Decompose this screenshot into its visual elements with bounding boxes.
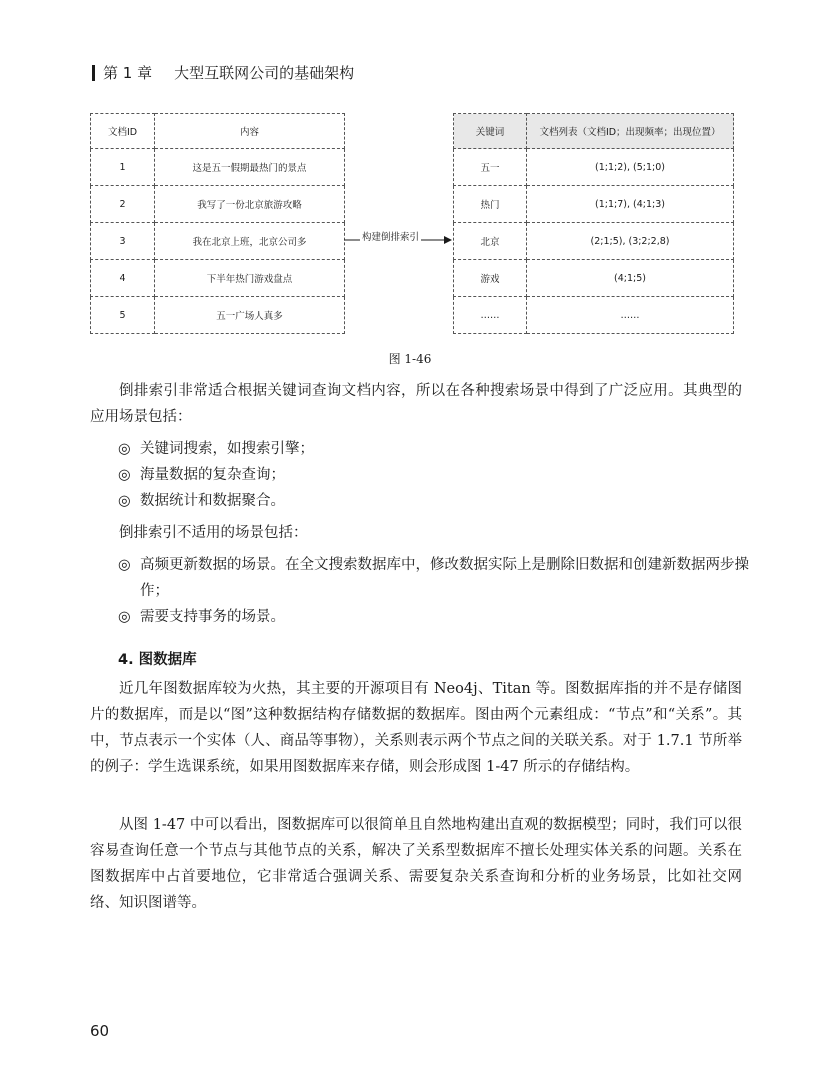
postings-cell: (1;1;2), (5;1;0): [527, 149, 734, 186]
build-index-arrow: [344, 232, 453, 248]
list-item: [118, 604, 764, 630]
list-item: [118, 436, 764, 462]
keyword-cell: 五一: [454, 149, 527, 186]
doc-content-cell: 这是五一假期最热门的景点: [155, 149, 345, 186]
figure-caption: 图 1-46: [388, 352, 432, 366]
table-header-row: [454, 114, 734, 149]
list-item: [118, 552, 764, 604]
table-row: [91, 223, 345, 260]
table-row: [91, 186, 345, 223]
list-item-text: 需要支持事务的场景。: [140, 609, 285, 625]
list-item: [118, 462, 764, 488]
doc-content-cell: 我写了一份北京旅游攻略: [155, 186, 345, 223]
doc-id-cell: 1: [91, 149, 155, 186]
doc-content-cell: 我在北京上班，北京公司多: [155, 223, 345, 260]
bullet-icon: ◎: [118, 557, 131, 573]
list-item-text: 关键词搜索，如搜索引擎；: [140, 441, 314, 457]
paragraph: 倒排索引非常适合根据关键词查询文档内容，所以在各种搜索场景中得到了广泛应用。其典型的应用场景包括：: [90, 383, 742, 425]
table-row: [454, 260, 734, 297]
column-header: 关键词: [454, 114, 527, 149]
section-heading: 4. 图数据库: [118, 652, 197, 668]
table-header-row: [91, 114, 345, 149]
table-row: [91, 149, 345, 186]
paragraph: 倒排索引不适用的场景包括：: [119, 525, 308, 541]
doc-id-cell: 5: [91, 297, 155, 334]
arrow-label: 构建倒排索引: [362, 232, 420, 243]
keyword-cell: 北京: [454, 223, 527, 260]
bullet-icon: ◎: [118, 609, 131, 625]
table-row: [454, 297, 734, 334]
doc-id-cell: 3: [91, 223, 155, 260]
paragraph: 从图 1-47 中可以看出，图数据库可以很简单且自然地构建出直观的数据模型；同时，我们可以很容易查询任意一个节点与其他节点的关系，解决了关系型数据库不擅长处理实体关系的问题。关系在图数据库中占首要地位，它非常适合强调关系、需要复杂关系查询和分析的业务场景，比如社交网络、知识图谱等。: [90, 817, 742, 911]
bullet-icon: ◎: [118, 467, 131, 483]
column-header: 文档列表（文档ID；出现频率；出现位置）: [527, 114, 734, 149]
keyword-cell: 游戏: [454, 260, 527, 297]
list-item: [118, 488, 764, 514]
doc-content-cell: 下半年热门游戏盘点: [155, 260, 345, 297]
chapter-number: 第 1 章: [103, 64, 153, 82]
postings-cell: (4;1;5): [527, 260, 734, 297]
list-item-text: 海量数据的复杂查询；: [140, 467, 285, 483]
postings-cell: ……: [527, 297, 734, 334]
keyword-cell: ……: [454, 297, 527, 334]
keyword-cell: 热门: [454, 186, 527, 223]
chapter-title: 大型互联网公司的基础架构: [174, 64, 355, 82]
column-header: 内容: [155, 114, 345, 149]
postings-cell: (1;1;7), (4;1;3): [527, 186, 734, 223]
table-row: [91, 297, 345, 334]
bullet-icon: ◎: [118, 441, 131, 457]
list-item-text: 数据统计和数据聚合。: [140, 493, 285, 509]
doc-id-cell: 2: [91, 186, 155, 223]
running-header: [92, 62, 354, 83]
doc-id-cell: 4: [91, 260, 155, 297]
table-row: [454, 149, 734, 186]
bullet-icon: ◎: [118, 493, 131, 509]
header-bar: [92, 65, 95, 81]
table-row: [454, 223, 734, 260]
paragraph: 近几年图数据库较为火热，其主要的开源项目有 Neo4j、Titan 等。图数据库指的并不是存储图片的数据库，而是以“图”这种数据结构存储数据的数据库。图由两个元素组成：“节点”和“关系”。其中，节点表示一个实体（人、商品等事物），关系则表示两个节点之间的关联关系。对于 1.7.1 节所举的例子：学生选课系统，如果用图数据库来存储，则会形成图 1-47 所示的存储结构。: [90, 681, 742, 775]
documents-table: [90, 113, 345, 334]
doc-content-cell: 五一广场人真多: [155, 297, 345, 334]
list-item-text: 高频更新数据的场景。在全文搜索数据库中，修改数据实际上是删除旧数据和创建新数据两步操作；: [140, 557, 749, 599]
postings-cell: (2;1;5), (3;2;2,8): [527, 223, 734, 260]
column-header: 文档ID: [91, 114, 155, 149]
table-row: [454, 186, 734, 223]
table-row: [91, 260, 345, 297]
page-number: 60: [90, 1022, 110, 1040]
inverted-index-table: [453, 113, 734, 334]
